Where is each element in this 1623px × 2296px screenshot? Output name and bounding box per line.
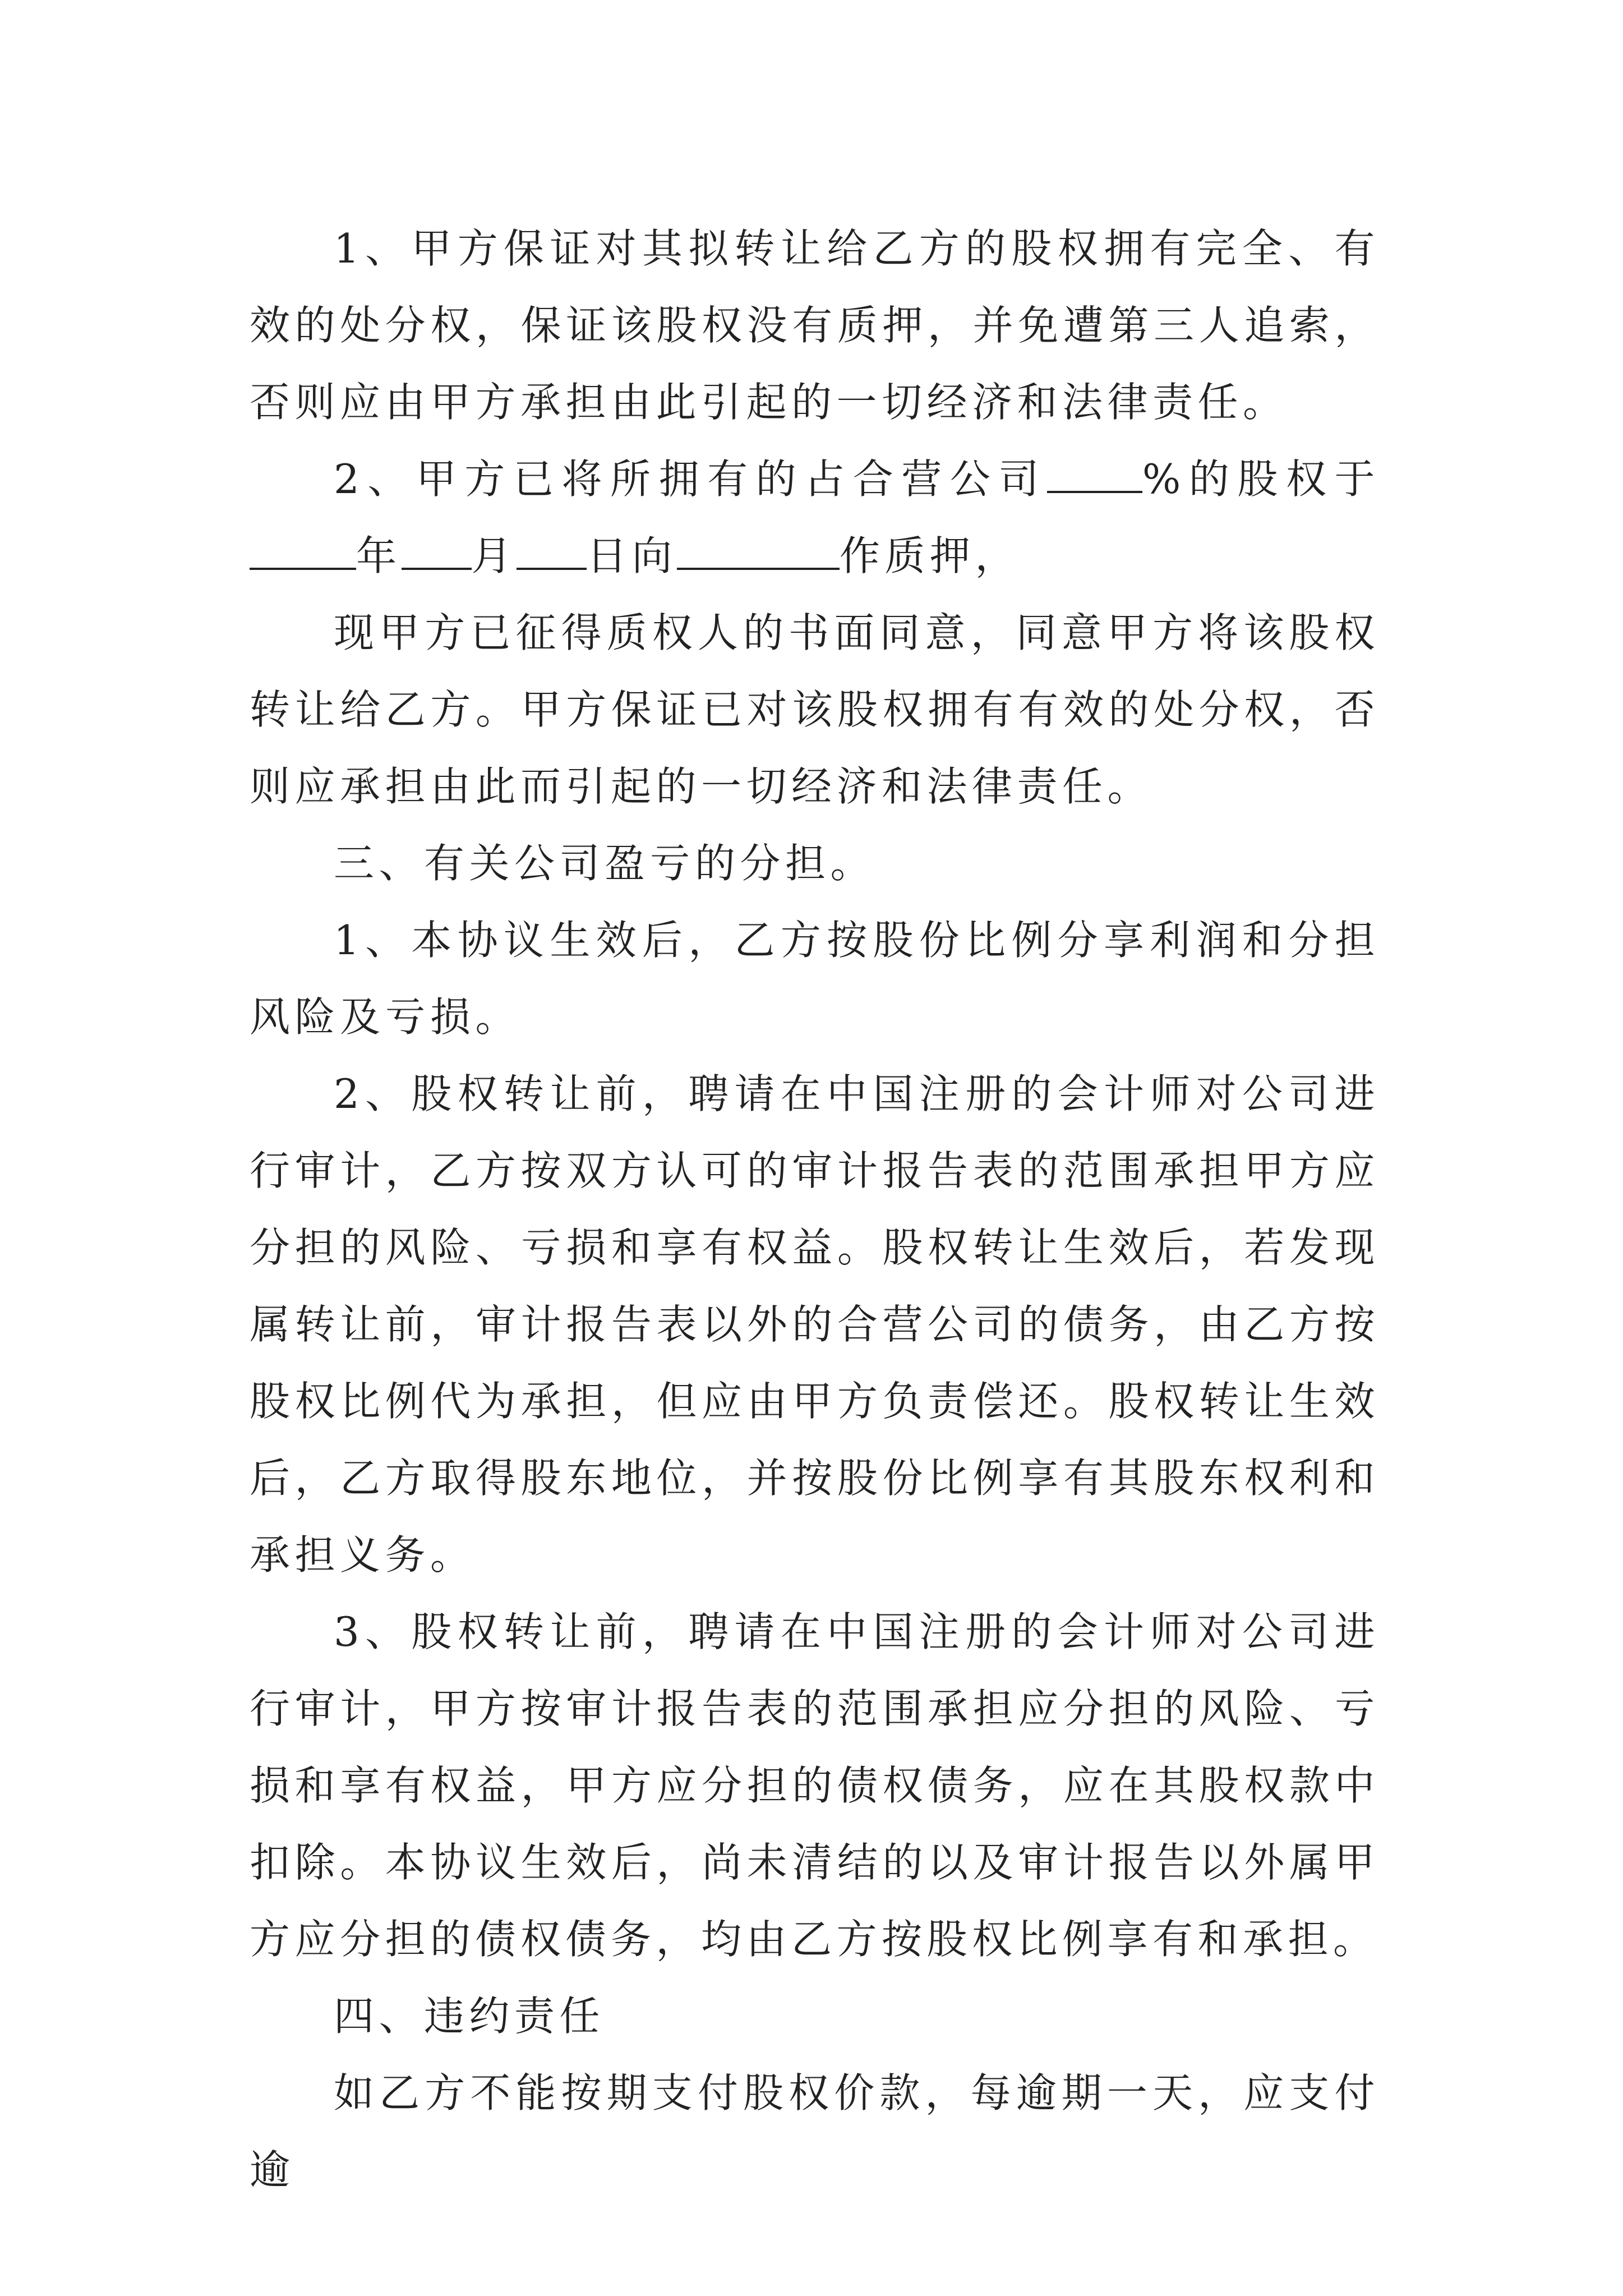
blank-month [402, 532, 472, 570]
blank-share-percent [1047, 455, 1142, 493]
clause-1-warranty: 1、甲方保证对其拟转让给乙方的股权拥有完全、有效的处分权，保证该股权没有质押，并免遭第三人追索，否则应由甲方承担由此引起的一切经济和法律责任。 [250, 225, 1380, 426]
section-3-clause-2: 2、股权转让前，聘请在中国注册的会计师对公司进行审计，乙方按双方认可的审计报告表的范围承担甲方应分担的风险、亏损和享有权益。股权转让生效后，若发现属转让前，审计报告表以外的合营公司的债务，由乙方按股权比例代为承担，但应由甲方负责偿还。股权转让生效后，乙方取得股东地位，并按股份比例享有其股东权利和承担义务。 [250, 1070, 1380, 1579]
pledge-text-5: 日向 [587, 532, 677, 579]
pledge-text-4: 月 [471, 532, 517, 579]
blank-pledgee [677, 532, 840, 570]
section-3-heading: 三、有关公司盈亏的分担。 [334, 840, 876, 887]
blank-year [250, 532, 356, 570]
blank-day [517, 532, 587, 570]
section-3-clause-1: 1、本协议生效后，乙方按股份比例分享利润和分担风险及亏损。 [250, 917, 1380, 1041]
pledge-text-6: 作质押， [840, 532, 1021, 579]
section-3-clause-3: 3、股权转让前，聘请在中国注册的会计师对公司进行审计，甲方按审计报告表的范围承担应分担的风险、亏损和享有权益，甲方应分担的债权债务，应在其股权款中扣除。本协议生效后，尚未清结的以及审计报告以外属甲方应分担的债权债务，均由乙方按股权比例享有和承担。 [250, 1608, 1380, 1963]
section-4-text: 如乙方不能按期支付股权价款，每逾期一天，应支付逾 [250, 2069, 1380, 2193]
pledge-text-3: 年 [356, 532, 402, 579]
pledge-text-2: %的股权于 [1142, 455, 1380, 503]
pledgee-consent-paragraph: 现甲方已征得质权人的书面同意，同意甲方将该股权转让给乙方。甲方保证已对该股权拥有有效的处分权，否则应承担由此而引起的一切经济和法律责任。 [250, 609, 1380, 810]
section-4-heading: 四、违约责任 [334, 1993, 605, 2040]
clause-2-pledge [250, 441, 1380, 595]
document-body [250, 210, 1380, 2208]
pledge-text-1: 2、甲方已将所拥有的占合营公司 [334, 455, 1047, 503]
